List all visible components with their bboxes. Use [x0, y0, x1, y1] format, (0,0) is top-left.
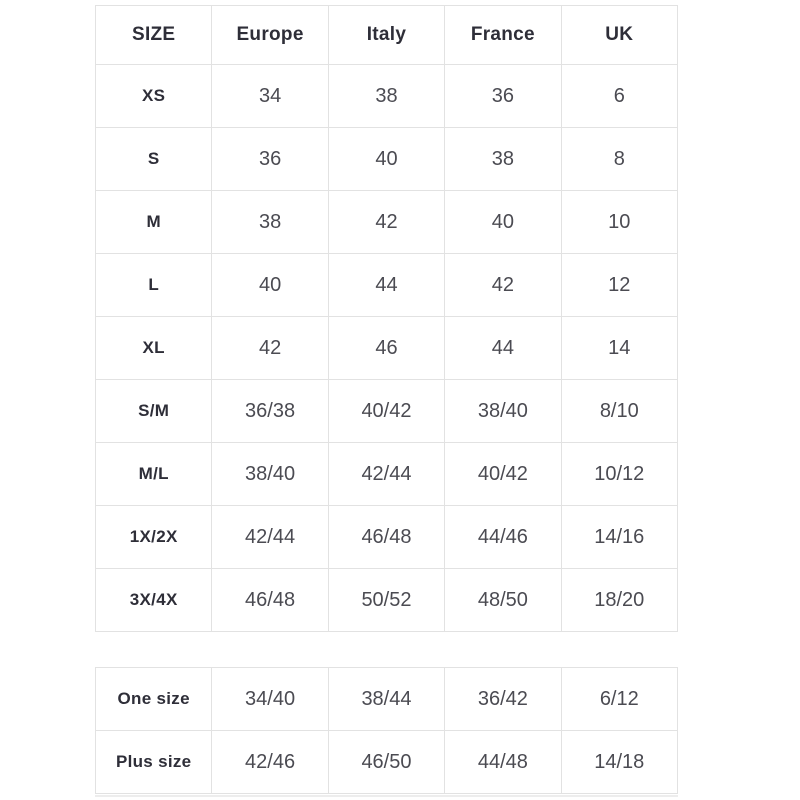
cell-onesize-europe: 34/40 [212, 668, 328, 731]
row-label-xs: XS [96, 65, 212, 128]
cell-xs-europe: 34 [212, 65, 328, 128]
cell-m-europe: 38 [212, 191, 328, 254]
cropped-bottom-edge [95, 795, 678, 797]
cell-plussize-france: 44/48 [445, 731, 561, 794]
cell-1x2x-france: 44/46 [445, 506, 561, 569]
cell-ml-italy: 42/44 [328, 443, 444, 506]
table-gap [95, 632, 678, 667]
cell-1x2x-europe: 42/44 [212, 506, 328, 569]
cell-xl-uk: 14 [561, 317, 677, 380]
cell-3x4x-europe: 46/48 [212, 569, 328, 632]
cell-3x4x-france: 48/50 [445, 569, 561, 632]
cell-m-france: 40 [445, 191, 561, 254]
table-row-xl [96, 317, 678, 380]
cell-s-france: 38 [445, 128, 561, 191]
cell-onesize-italy: 38/44 [328, 668, 444, 731]
cell-ml-europe: 38/40 [212, 443, 328, 506]
row-label-one-size: One size [96, 668, 212, 731]
column-header-size: SIZE [96, 6, 212, 65]
cell-3x4x-uk: 18/20 [561, 569, 677, 632]
row-label-plus-size: Plus size [96, 731, 212, 794]
table-row-1x2x [96, 506, 678, 569]
column-header-europe: Europe [212, 6, 328, 65]
cell-xs-france: 36 [445, 65, 561, 128]
cell-s-italy: 40 [328, 128, 444, 191]
column-header-uk: UK [561, 6, 677, 65]
cell-1x2x-uk: 14/16 [561, 506, 677, 569]
cell-sm-france: 38/40 [445, 380, 561, 443]
cell-1x2x-italy: 46/48 [328, 506, 444, 569]
table-row-ml [96, 443, 678, 506]
size-conversion-chart [95, 5, 678, 794]
cell-3x4x-italy: 50/52 [328, 569, 444, 632]
table-row-plus-size [96, 731, 678, 794]
row-label-1x2x: 1X/2X [96, 506, 212, 569]
cell-plussize-europe: 42/46 [212, 731, 328, 794]
cell-s-uk: 8 [561, 128, 677, 191]
cell-onesize-uk: 6/12 [561, 668, 677, 731]
column-header-france: France [445, 6, 561, 65]
cell-s-europe: 36 [212, 128, 328, 191]
row-label-m: M [96, 191, 212, 254]
row-label-l: L [96, 254, 212, 317]
cell-onesize-france: 36/42 [445, 668, 561, 731]
special-size-table [95, 667, 678, 794]
cell-xl-europe: 42 [212, 317, 328, 380]
table-row-xs [96, 65, 678, 128]
cell-l-europe: 40 [212, 254, 328, 317]
cell-ml-uk: 10/12 [561, 443, 677, 506]
table-row-3x4x [96, 569, 678, 632]
cell-sm-europe: 36/38 [212, 380, 328, 443]
size-conversion-table [95, 5, 678, 632]
table-row-one-size [96, 668, 678, 731]
cell-xl-italy: 46 [328, 317, 444, 380]
row-label-xl: XL [96, 317, 212, 380]
cell-m-italy: 42 [328, 191, 444, 254]
cell-xl-france: 44 [445, 317, 561, 380]
cell-xs-italy: 38 [328, 65, 444, 128]
cell-l-italy: 44 [328, 254, 444, 317]
cell-m-uk: 10 [561, 191, 677, 254]
cell-sm-italy: 40/42 [328, 380, 444, 443]
row-label-sm: S/M [96, 380, 212, 443]
column-header-italy: Italy [328, 6, 444, 65]
cell-plussize-italy: 46/50 [328, 731, 444, 794]
table-row-s [96, 128, 678, 191]
cell-ml-france: 40/42 [445, 443, 561, 506]
table-row-sm [96, 380, 678, 443]
row-label-3x4x: 3X/4X [96, 569, 212, 632]
row-label-s: S [96, 128, 212, 191]
table-row-m [96, 191, 678, 254]
cell-plussize-uk: 14/18 [561, 731, 677, 794]
cell-xs-uk: 6 [561, 65, 677, 128]
table-row-l [96, 254, 678, 317]
cell-l-france: 42 [445, 254, 561, 317]
cell-l-uk: 12 [561, 254, 677, 317]
row-label-ml: M/L [96, 443, 212, 506]
cell-sm-uk: 8/10 [561, 380, 677, 443]
header-row [96, 6, 678, 65]
